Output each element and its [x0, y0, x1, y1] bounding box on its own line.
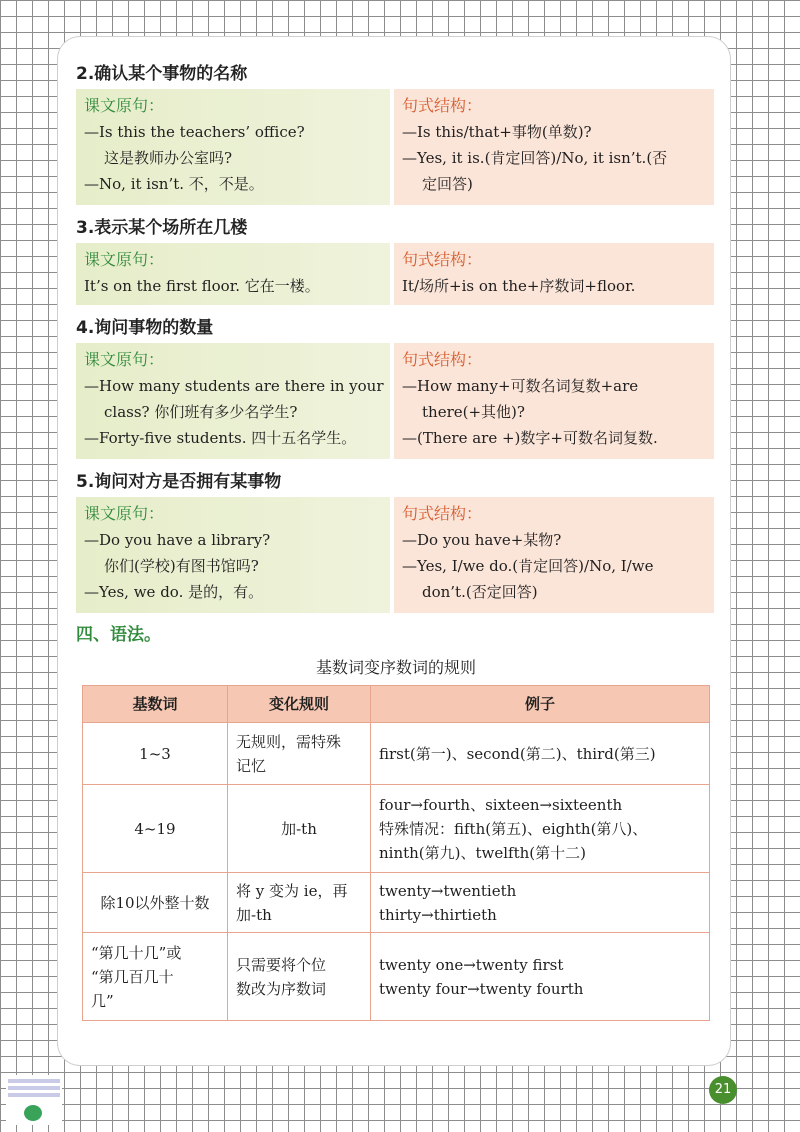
original-sentence-heading: 课文原句： [84, 96, 165, 115]
structure-line: —Yes, it is.(肯定回答)/No, it isn’t.(否 [402, 149, 668, 167]
cell-line: 除10以外整十数 [100, 893, 210, 912]
cell-line: 几” [91, 991, 114, 1010]
section-box [76, 89, 716, 205]
cell-line: 只需要将个位 [236, 955, 327, 974]
cell-line: four→fourth、sixteen→sixteenth [379, 795, 623, 814]
sentence-line: 这是教师办公室吗? [104, 149, 233, 167]
sentence-line: —No, it isn’t. 不，不是。 [84, 175, 264, 193]
structure-panel [394, 89, 714, 205]
page-number: 21 [709, 1076, 737, 1104]
cardinal-cell [83, 785, 228, 873]
sentence-line: —How many students are there in your [84, 377, 384, 395]
cell-line: first(第一)、second(第二)、third(第三) [379, 744, 656, 763]
structure-line: there(+其他)? [422, 403, 525, 421]
cell-line: 加-th [281, 819, 317, 838]
table-row [83, 873, 710, 933]
cardinal-cell [83, 933, 228, 1021]
cell-line: “第几百几十 [91, 967, 174, 986]
original-sentence-panel [76, 243, 390, 305]
structure-line: 定回答) [422, 175, 473, 193]
original-sentence-heading: 课文原句： [84, 250, 165, 269]
rules-table [82, 685, 710, 1021]
section-box [76, 243, 716, 305]
sentence-line: —Is this the teachers’ office? [84, 123, 305, 141]
structure-line: don’t.(否定回答) [422, 583, 538, 601]
stamp-text-lines [8, 1079, 60, 1100]
table-row [83, 933, 710, 1021]
sentence-line: It’s on the first floor. 它在一楼。 [84, 277, 320, 295]
rule-cell [228, 933, 371, 1021]
section-title: 4.询问事物的数量 [76, 318, 214, 338]
section-box [76, 497, 716, 613]
cell-line: ninth(第九)、twelfth(第十二) [379, 843, 586, 862]
rule-cell [228, 873, 371, 933]
table-title: 基数词变序数词的规则 [315, 658, 476, 677]
publisher-stamp [6, 1075, 62, 1125]
structure-panel [394, 343, 714, 459]
section-title: 5.询问对方是否拥有某事物 [76, 472, 282, 492]
cell-line: 特殊情况：fifth(第五)、eighth(第八)、 [379, 819, 648, 838]
header-rule: 变化规则 [228, 686, 371, 723]
cell-line: 无规则，需特殊 [236, 732, 342, 751]
cell-line: 将 y 变为 ie，再 [236, 881, 348, 900]
section-title: 3.表示某个场所在几楼 [76, 218, 248, 238]
original-sentence-panel [76, 343, 390, 459]
original-sentence-panel [76, 497, 390, 613]
header-cardinal: 基数词 [83, 686, 228, 723]
original-sentence-heading: 课文原句： [84, 350, 165, 369]
cell-line: “第几十几”或 [91, 943, 182, 962]
cell-line: 数改为序数词 [236, 979, 327, 998]
structure-line: —How many+可数名词复数+are [402, 377, 639, 395]
structure-heading: 句式结构： [402, 504, 483, 523]
cell-line: twenty→twentieth [379, 881, 517, 900]
rule-cell [228, 785, 371, 873]
section-box [76, 343, 716, 459]
cell-line: 4~19 [134, 819, 176, 838]
cell-line: 加-th [236, 905, 272, 924]
example-cell [371, 873, 710, 933]
structure-line: —Is this/that+事物(单数)? [402, 123, 592, 141]
structure-panel [394, 497, 714, 613]
grammar-title: 四、语法。 [76, 625, 161, 645]
structure-line: —Do you have+某物? [402, 531, 562, 549]
structure-line: —(There are +)数字+可数名词复数. [402, 429, 658, 447]
table-row [83, 785, 710, 873]
structure-heading: 句式结构： [402, 350, 483, 369]
structure-heading: 句式结构： [402, 250, 483, 269]
example-cell [371, 723, 710, 785]
cell-line: 1~3 [139, 744, 171, 763]
sentence-line: —Do you have a library? [84, 531, 271, 549]
section-title: 2.确认某个事物的名称 [76, 64, 248, 84]
structure-panel [394, 243, 714, 305]
content [76, 59, 716, 1021]
page-panel [58, 37, 730, 1065]
example-cell [371, 785, 710, 873]
cell-line: 记忆 [236, 756, 267, 775]
structure-line: —Yes, I/we do.(肯定回答)/No, I/we [402, 557, 654, 575]
cardinal-cell [83, 723, 228, 785]
rule-cell [228, 723, 371, 785]
structure-heading: 句式结构： [402, 96, 483, 115]
stamp-logo-icon [24, 1105, 42, 1121]
cell-line: twenty four→twenty fourth [379, 979, 584, 998]
table-row [83, 723, 710, 785]
example-cell [371, 933, 710, 1021]
cell-line: twenty one→twenty first [379, 955, 564, 974]
original-sentence-panel [76, 89, 390, 205]
sentence-line: class? 你们班有多少名学生? [104, 403, 298, 421]
sentence-line: —Yes, we do. 是的，有。 [84, 583, 264, 601]
cardinal-cell [83, 873, 228, 933]
original-sentence-heading: 课文原句： [84, 504, 165, 523]
structure-line: It/场所+is on the+序数词+floor. [402, 277, 636, 295]
cell-line: thirty→thirtieth [379, 905, 497, 924]
table-header-row [83, 686, 710, 723]
header-example: 例子 [371, 686, 710, 723]
sentence-line: 你们(学校)有图书馆吗? [104, 557, 259, 575]
sentence-line: —Forty-five students. 四十五名学生。 [84, 429, 357, 447]
